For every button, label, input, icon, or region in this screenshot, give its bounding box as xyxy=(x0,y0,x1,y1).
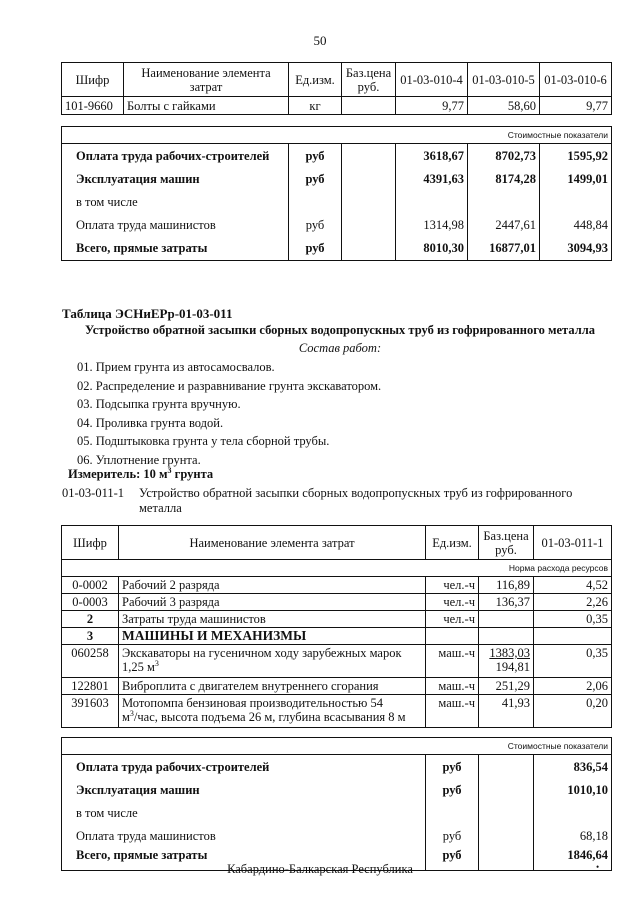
cost-row: в том числе xyxy=(62,801,612,824)
cost-row xyxy=(62,236,612,260)
cost-name: Оплата труда рабочих-строителей xyxy=(62,144,289,168)
cost-row xyxy=(62,190,612,213)
row-value-2: 58,60 xyxy=(468,97,540,115)
cost-name: Эксплуатация машин xyxy=(62,167,289,190)
cost-value-2: 8174,28 xyxy=(468,167,540,190)
spacer xyxy=(62,728,612,738)
cost-value-2: 16877,01 xyxy=(468,236,540,260)
cost-value-3: 448,84 xyxy=(540,213,612,236)
cost-value-1: 3618,67 xyxy=(396,144,468,168)
cost-row xyxy=(62,144,612,168)
cost-value-1: 8010,30 xyxy=(396,236,468,260)
table-row: 2 Затраты труда машинистов чел.-ч 0,35 xyxy=(62,611,612,628)
table-row: 0-0002 Рабочий 2 разряда чел.-ч 116,89 4,52 xyxy=(62,577,612,594)
header-code: Шифр xyxy=(62,63,124,97)
header-price: Баз.цена руб. xyxy=(342,63,396,97)
header-col-010-6: 01-03-010-6 xyxy=(540,63,612,97)
resource-table-2 xyxy=(61,525,612,871)
cost-value-1: 4391,63 xyxy=(396,167,468,190)
works-heading: Состав работ: xyxy=(298,341,382,355)
norm-header: Норма расхода ресурсов xyxy=(62,560,612,577)
header-unit: Ед.изм. xyxy=(289,63,342,97)
spacer xyxy=(62,115,612,127)
table-row: 0-0003 Рабочий 3 разряда чел.-ч 136,37 2,26 xyxy=(62,594,612,611)
cost-name: Всего, прямые затраты xyxy=(62,236,289,260)
cost-value-2: 2447,61 xyxy=(468,213,540,236)
cost-row: Всего, прямые затраты руб 1846,64 xyxy=(62,847,612,871)
table-row: 391603 Мотопомпа бензиновая производительностью 54 $м^3$/час, высота подъема 26 м, глубина всасывания 8 м маш.-ч 41,93 0,20 xyxy=(62,695,612,728)
meter: Измеритель: 10 $м^3$ грунта xyxy=(68,465,214,481)
header-unit: Ед.изм. xyxy=(426,526,479,560)
cost-row: Оплата труда машинистов руб 68,18 xyxy=(62,824,612,847)
cost-unit: руб xyxy=(289,213,342,236)
header-code: Шифр xyxy=(62,526,119,560)
row-price xyxy=(342,97,396,115)
header-col-011-1: 01-03-011-1 xyxy=(534,526,612,560)
cost-value-3: 1499,01 xyxy=(540,167,612,190)
row-value-3: 9,77 xyxy=(540,97,612,115)
table-row xyxy=(62,97,612,115)
table-row: 3 МАШИНЫ И МЕХАНИЗМЫ xyxy=(62,628,612,645)
list-item: 06. Уплотнение грунта. xyxy=(77,452,201,467)
header-name: Наименование элемента затрат xyxy=(124,63,289,97)
cost-header: Стоимостные показатели xyxy=(62,127,612,144)
list-item: 04. Проливка грунта водой. xyxy=(77,415,224,430)
section-title: Устройство обратной засыпки сборных водопропускных труб из гофрированного металла xyxy=(84,323,595,337)
cost-row xyxy=(62,213,612,236)
resource-table-1 xyxy=(61,62,612,261)
cost-value-3: 3094,93 xyxy=(540,236,612,260)
cost-value-3: 1595,92 xyxy=(540,144,612,168)
cost-unit: руб xyxy=(289,144,342,168)
row-unit: кг xyxy=(289,97,342,115)
table-label: Таблица ЭСНиЕРр-01-03-011 xyxy=(62,306,233,321)
cost-name: в том числе xyxy=(62,190,289,213)
cost-value-1: 1314,98 xyxy=(396,213,468,236)
list-item: 01. Прием грунта из автосамосвалов. xyxy=(77,360,275,374)
list-item: 03. Подсыпка грунта вручную. xyxy=(77,397,241,411)
code-description: Устройство обратной засыпки сборных водопропускных труб из гофрированного металла xyxy=(139,486,573,515)
footer-mark: • xyxy=(596,862,600,872)
header-col-010-4: 01-03-010-4 xyxy=(396,63,468,97)
cost-row: Оплата труда рабочих-строителей руб 836,54 xyxy=(62,755,612,779)
cost-header: Стоимостные показатели xyxy=(62,738,612,755)
header-price: Баз.цена руб. xyxy=(479,526,534,560)
cost-value-2: 8702,73 xyxy=(468,144,540,168)
footer-region: Кабардино-Балкарская Республика xyxy=(227,862,413,876)
row-name: Болты с гайками xyxy=(124,97,289,115)
cost-row xyxy=(62,167,612,190)
table-row: 122801 Виброплита с двигателем внутреннего сгорания маш.-ч 251,29 2,06 xyxy=(62,678,612,695)
page-number: 50 xyxy=(313,33,327,48)
list-item: 05. Подштыковка грунта у тела сборной трубы. xyxy=(77,434,330,448)
cost-name: Оплата труда машинистов xyxy=(62,213,289,236)
header-col-010-5: 01-03-010-5 xyxy=(468,63,540,97)
cost-row: Эксплуатация машин руб 1010,10 xyxy=(62,778,612,801)
row-value-1: 9,77 xyxy=(396,97,468,115)
table-row: 060258 Экскаваторы на гусеничном ходу зарубежных марок 1,25 $м^3$ маш.-ч 1383,03 194,81 0,35 xyxy=(62,645,612,678)
header-name: Наименование элемента затрат xyxy=(119,526,426,560)
list-item: 02. Распределение и разравнивание грунта экскаватором. xyxy=(77,378,382,393)
cost-unit: руб xyxy=(289,167,342,190)
row-code: 101-9660 xyxy=(62,97,124,115)
code-ref: 01-03-011-1 xyxy=(62,486,125,500)
works-list xyxy=(77,358,381,469)
cost-unit: руб xyxy=(289,236,342,260)
